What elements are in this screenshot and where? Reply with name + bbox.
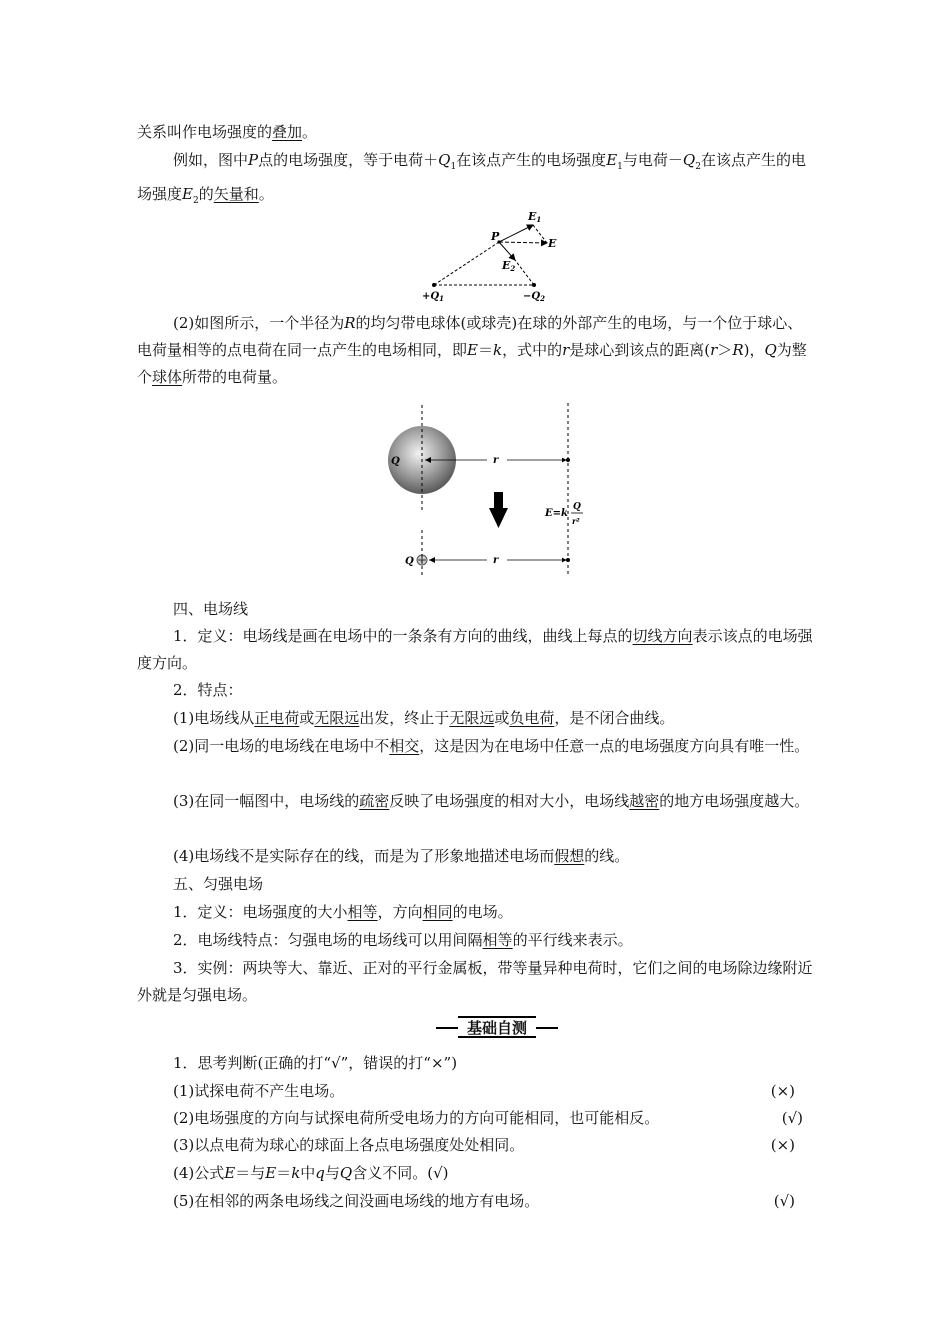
distance-label-r: r: [493, 455, 499, 466]
feature-2: (2)同一电场的电场线在电场中不相交，这是因为在电场中任意一点的电场强度方向具有唯一性。: [173, 737, 810, 755]
label-e1: E1: [528, 210, 542, 224]
answer-mark: (√): [781, 1109, 803, 1127]
self-test-title: 基础自测: [466, 1019, 527, 1037]
label-e: E: [548, 237, 557, 250]
label-q2: $-Q_2$: [523, 291, 545, 303]
label-q1: $+Q_1$: [422, 291, 444, 303]
feature-3: (3)在同一幅图中，电场线的疏密反映了电场强度的相对大小，电场线越密的地方电场强度越大。: [173, 792, 810, 810]
self-test-badge: [436, 1016, 558, 1040]
paragraph-superposition: 关系叫作电场强度的叠加。: [137, 123, 318, 141]
judgment-item: (1)试探电荷不产生电场。 (×): [173, 1078, 813, 1105]
point-label-q: Q: [405, 556, 414, 567]
feature-4: (4)电场线不是实际存在的线，而是为了形象地描述电场而假想的线。: [173, 847, 630, 865]
label-p: P: [491, 230, 500, 243]
question-1-heading: 1．思考判断(正确的打“√”，错误的打“×”): [173, 1054, 458, 1072]
distance-label-r2: r: [493, 555, 499, 566]
section-heading-uniform-field: 五、匀强电场: [173, 875, 264, 893]
section-heading-field-lines: 四、电场线: [173, 600, 249, 618]
down-arrow-icon: [489, 508, 508, 528]
superposition-figure: [420, 205, 570, 305]
sphere-figure: [385, 400, 595, 575]
formula-den: r²: [572, 516, 580, 526]
uniform-field-lines: 2．电场线特点：匀强电场的电场线可以用间隔相等的平行线来表示。: [173, 931, 633, 949]
formula-num: Q: [573, 502, 581, 512]
uniform-example: 3．实例：两块等大、靠近、正对的平行金属板，带等量异种电荷时，它们之间的电场除边缘附近外就是匀强电场。: [137, 959, 813, 1004]
paragraph-example: 例如，图中P点的电场强度，等于电荷$+Q_1$在该点产生的电场强度$E_1$与电荷$-Q_2$在该点产生的电场强度$E_2$的矢量和。: [137, 151, 806, 206]
field-line-features-heading: 2．特点：: [173, 681, 243, 699]
judgment-item: (3)以点电荷为球心的球面上各点电场强度处处相同。 (×): [173, 1132, 813, 1159]
field-line-definition: 1．定义：电场线是画在电场中的一条条有方向的曲线，曲线上每点的切线方向表示该点的电场强度方向。: [137, 627, 813, 672]
judgment-item: (2)电场强度的方向与试探电荷所受电场力的方向可能相同，也可能相反。 (√): [173, 1105, 813, 1132]
formula-ek: E=k: [545, 508, 568, 519]
feature-1: (1)电场线从正电荷或无限远出发，终止于无限远或负电荷，是不闭合曲线。: [173, 709, 675, 727]
judgment-item: (4)公式E＝与E＝k中q与Q含义不同。(√): [173, 1164, 449, 1182]
uniform-definition: 1．定义：电场强度的大小相等，方向相同的电场。: [173, 903, 513, 921]
judgment-item: (5)在相邻的两条电场线之间没画电场线的地方有电场。 (√): [173, 1188, 813, 1215]
answer-mark: (×): [770, 1136, 795, 1154]
label-e2: E2: [502, 259, 516, 273]
sphere-label-q: Q: [391, 456, 400, 467]
paragraph-sphere: (2)如图所示，一个半径为R的均匀带电球体(或球壳)在球的外部产生的电场，与一个位于球心、电荷量相等的点电荷在同一点产生的电场相同，即E＝k，式中的r是球心到该点的距离(r＞R)，Q为整个球体所带的电荷量。: [137, 314, 807, 386]
answer-mark: (√): [773, 1192, 795, 1210]
answer-mark: (×): [770, 1082, 795, 1100]
